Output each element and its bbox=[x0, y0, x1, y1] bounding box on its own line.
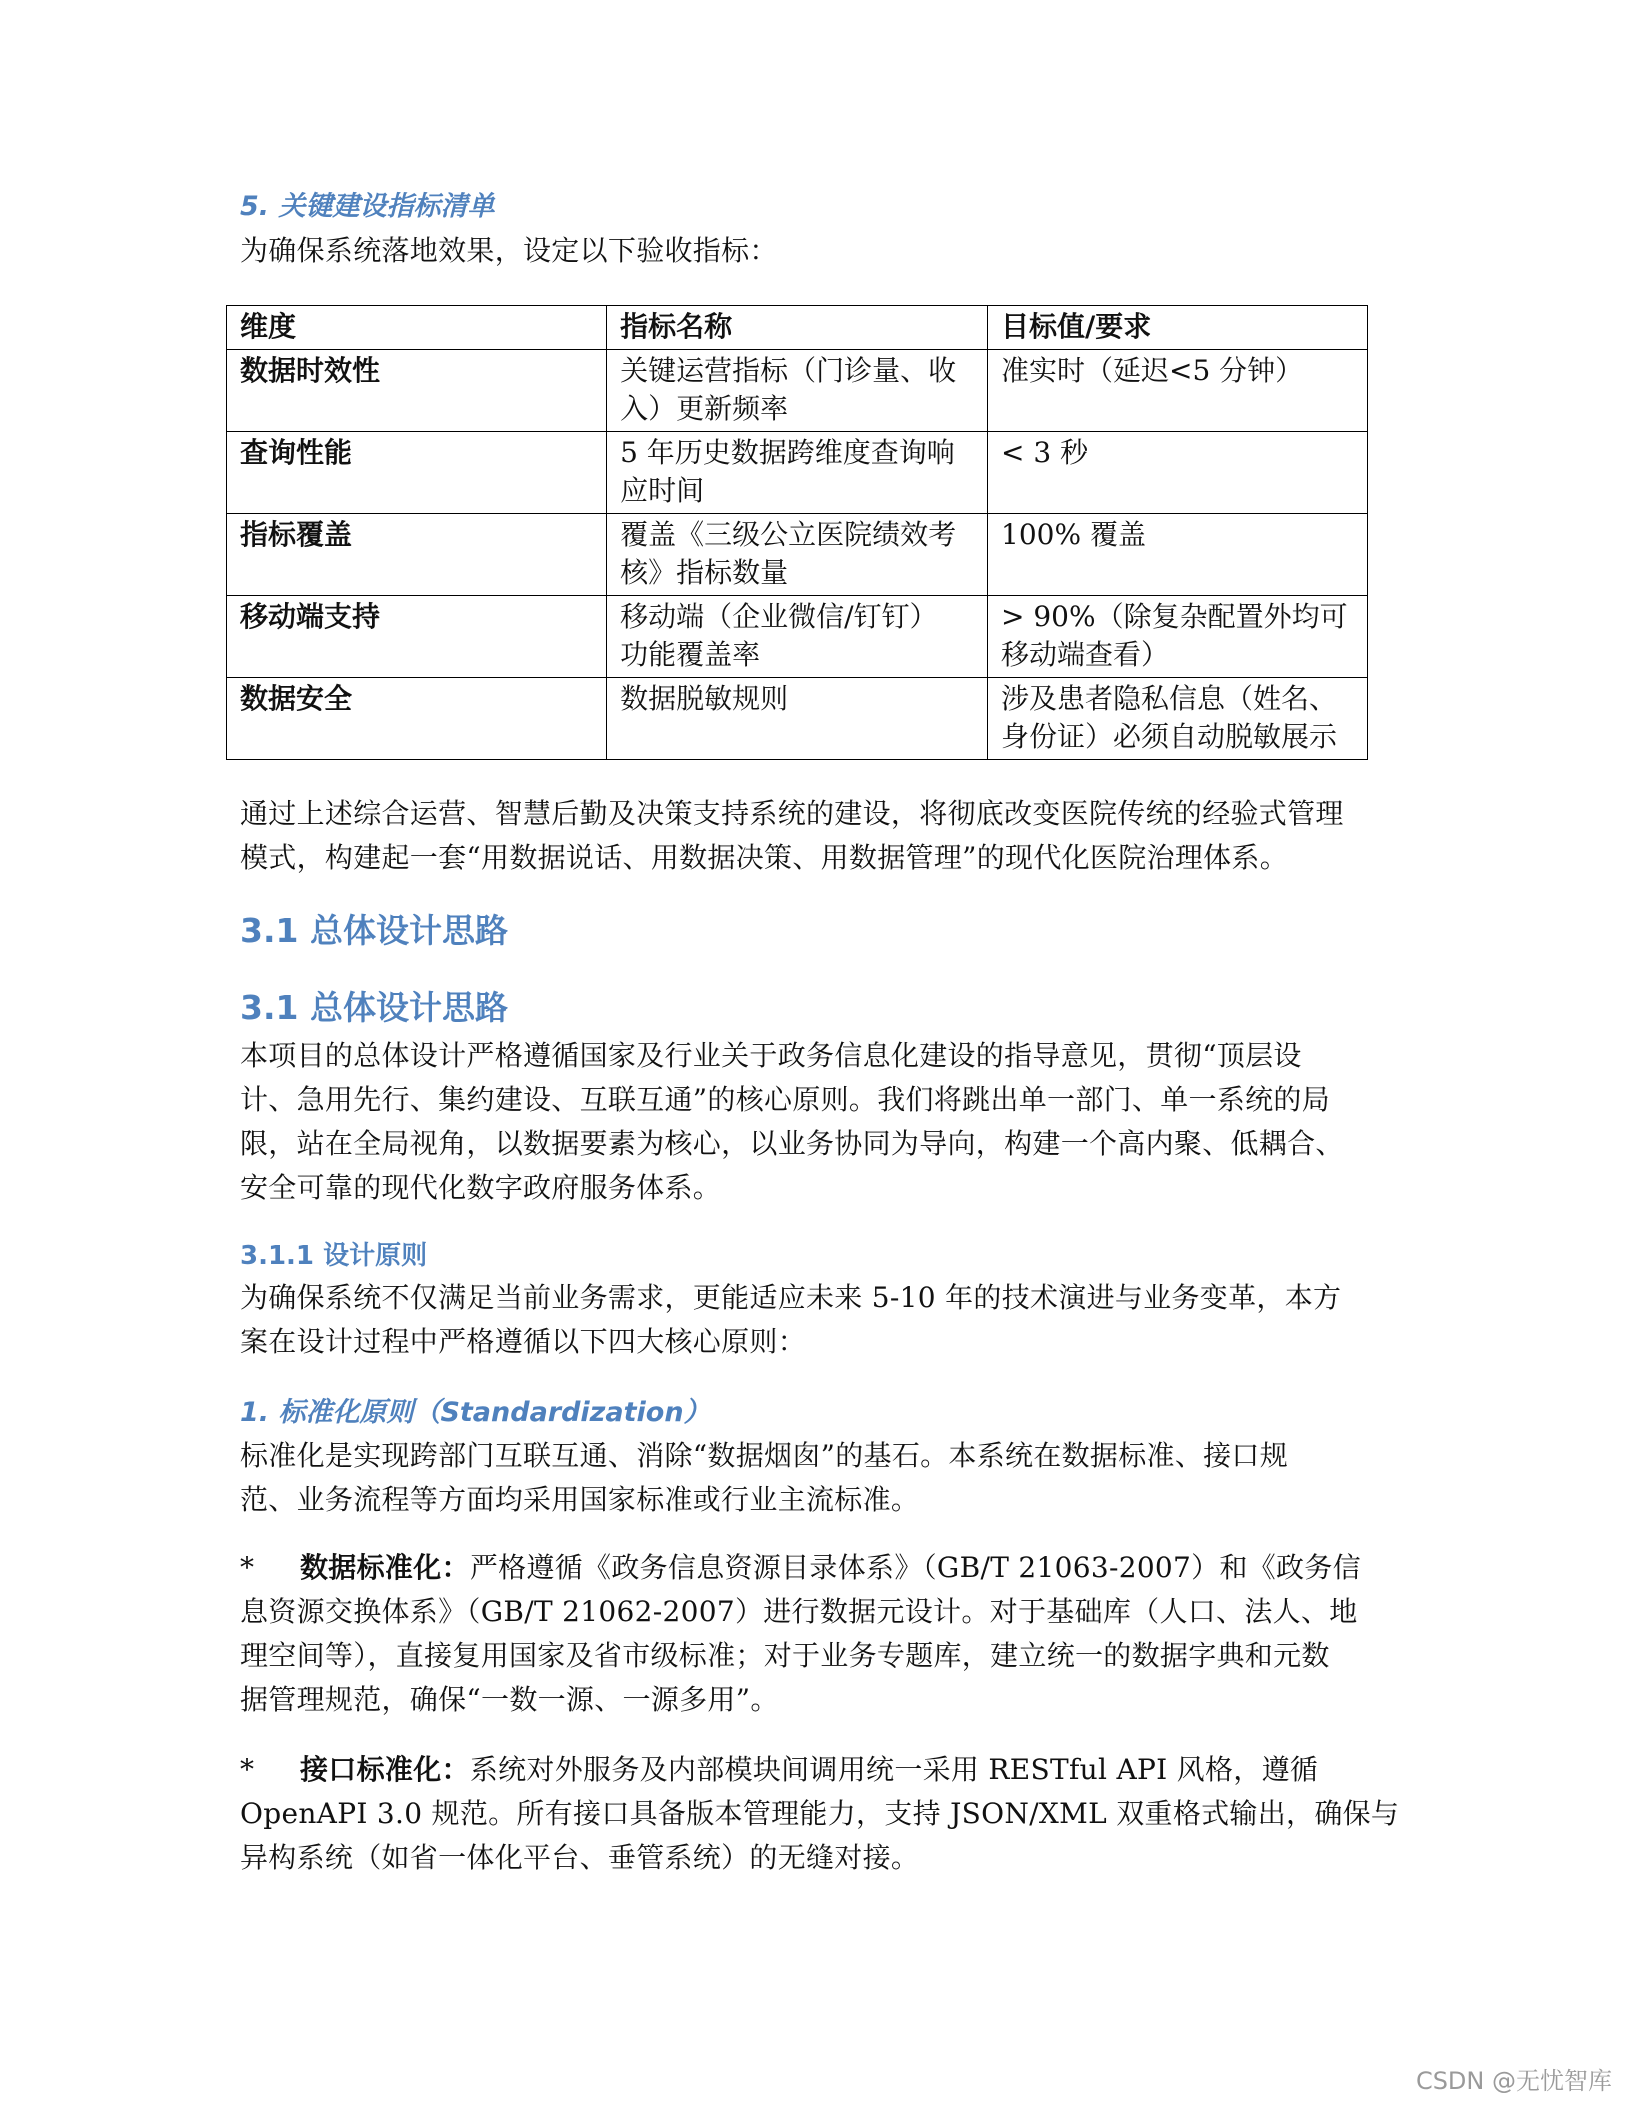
paragraph-line: 据管理规范，确保“一数一源、一源多用”。 bbox=[240, 1683, 779, 1716]
bullet-interface-standardization bbox=[240, 1748, 1400, 1880]
header-target: 目标值/要求 bbox=[988, 306, 1368, 350]
bullet-text: 系统对外服务及内部模块间调用统一采用 RESTful API 风格，遵循 bbox=[469, 1753, 1319, 1786]
cell-line: 5 年历史数据跨维度查询响 bbox=[620, 436, 955, 469]
paragraph-line: 范、业务流程等方面均采用国家标准或行业主流标准。 bbox=[240, 1483, 920, 1516]
paragraph-line: 息资源交换体系》（GB/T 21062-2007）进行数据元设计。对于基础库（人口、法人、地 bbox=[240, 1595, 1358, 1628]
cell-target bbox=[988, 350, 1368, 432]
cell-line: 身份证）必须自动脱敏展示 bbox=[1001, 720, 1338, 753]
bullet-text: 严格遵循《政务信息资源目录体系》（GB/T 21063-2007）和《政务信 bbox=[469, 1551, 1361, 1584]
cell-metric-name bbox=[607, 678, 988, 760]
paragraph-line: 为确保系统不仅满足当前业务需求，更能适应未来 5-10 年的技术演进与业务变革，本方 bbox=[240, 1281, 1342, 1314]
table-row bbox=[227, 678, 1368, 760]
cell-metric-name bbox=[607, 432, 988, 514]
section-3-1-heading-first: 3.1 总体设计思路 bbox=[240, 911, 508, 950]
cell-metric-name bbox=[607, 514, 988, 596]
section-5-intro-line: 为确保系统落地效果，设定以下验收指标： bbox=[240, 234, 778, 267]
table-row bbox=[227, 596, 1368, 678]
paragraph-line: 本项目的总体设计严格遵循国家及行业关于政务信息化建设的指导意见，贯彻“顶层设 bbox=[240, 1039, 1302, 1072]
cell-line: 关键运营指标（门诊量、收 bbox=[620, 354, 957, 387]
cell-dimension: 查询性能 bbox=[227, 432, 607, 514]
cell-line: 功能覆盖率 bbox=[620, 638, 761, 671]
cell-line: 覆盖《三级公立医院绩效考 bbox=[620, 518, 957, 551]
bullet-first-line bbox=[240, 1748, 1390, 1792]
bullet-star: * bbox=[240, 1551, 255, 1584]
cell-target bbox=[988, 432, 1368, 514]
cell-line: 100% 覆盖 bbox=[1001, 518, 1146, 551]
cell-line: 应时间 bbox=[620, 474, 705, 507]
header-dimension: 维度 bbox=[227, 306, 607, 350]
paragraph-line: 模式，构建起一套“用数据说话、用数据决策、用数据管理”的现代化医院治理体系。 bbox=[240, 841, 1289, 874]
paragraph-line: 异构系统（如省一体化平台、垂管系统）的无缝对接。 bbox=[240, 1841, 920, 1874]
bullet-star: * bbox=[240, 1753, 255, 1786]
cell-dimension: 移动端支持 bbox=[227, 596, 607, 678]
paragraph-line: 标准化是实现跨部门互联互通、消除“数据烟囱”的基石。本系统在数据标准、接口规 bbox=[240, 1439, 1289, 1472]
paragraph-line: OpenAPI 3.0 规范。所有接口具备版本管理能力，支持 JSON/XML 双重格式输出，确保与 bbox=[240, 1797, 1400, 1830]
cell-target bbox=[988, 678, 1368, 760]
paragraph-line: 限，站在全局视角，以数据要素为核心，以业务协同为导向，构建一个高内聚、低耦合、 bbox=[240, 1127, 1344, 1160]
cell-metric-name bbox=[607, 350, 988, 432]
summary-paragraph bbox=[240, 792, 1390, 880]
cell-dimension: 指标覆盖 bbox=[227, 514, 607, 596]
cell-line: 准实时（延迟<5 分钟） bbox=[1001, 354, 1304, 387]
cell-target bbox=[988, 596, 1368, 678]
cell-target bbox=[988, 514, 1368, 596]
cell-metric-name bbox=[607, 596, 988, 678]
cell-dimension: 数据时效性 bbox=[227, 350, 607, 432]
cell-line: 数据脱敏规则 bbox=[620, 682, 789, 715]
bullet-term: 数据标准化： bbox=[300, 1551, 470, 1584]
section-5-heading: 5. 关键建设指标清单 bbox=[240, 191, 495, 222]
paragraph-line: 安全可靠的现代化数字政府服务体系。 bbox=[240, 1171, 722, 1204]
section-3-1-paragraph bbox=[240, 1034, 1390, 1210]
cell-line: < 3 秒 bbox=[1001, 436, 1089, 469]
cell-dimension: 数据安全 bbox=[227, 678, 607, 760]
section-3-1-1-heading: 3.1.1 设计原则 bbox=[240, 1241, 428, 1271]
metrics-table bbox=[226, 305, 1368, 760]
table-header-row bbox=[227, 306, 1368, 350]
table-row bbox=[227, 350, 1368, 432]
cell-line: 移动端（企业微信/钉钉） bbox=[620, 600, 938, 633]
section-3-1-1-paragraph bbox=[240, 1276, 1390, 1364]
section-3-1-heading-second: 3.1 总体设计思路 bbox=[240, 988, 508, 1027]
bullet-first-line bbox=[240, 1546, 1390, 1590]
paragraph-line: 理空间等），直接复用国家及省市级标准；对于业务专题库，建立统一的数据字典和元数 bbox=[240, 1639, 1330, 1672]
cell-line: 核》指标数量 bbox=[620, 556, 789, 589]
header-metric-name: 指标名称 bbox=[607, 306, 988, 350]
paragraph-line: 通过上述综合运营、智慧后勤及决策支持系统的建设，将彻底改变医院传统的经验式管理 bbox=[240, 797, 1344, 830]
paragraph-line: 案在设计过程中严格遵循以下四大核心原则： bbox=[240, 1325, 807, 1358]
principle-1-heading: 1. 标准化原则（Standardization） bbox=[240, 1397, 711, 1428]
table-row bbox=[227, 432, 1368, 514]
paragraph-line: 计、急用先行、集约建设、互联互通”的核心原则。我们将跳出单一部门、单一系统的局 bbox=[240, 1083, 1331, 1116]
section-5-intro bbox=[240, 229, 1390, 273]
cell-line: > 90%（除复杂配置外均可 bbox=[1001, 600, 1348, 633]
bullet-data-standardization bbox=[240, 1546, 1390, 1722]
table-row bbox=[227, 514, 1368, 596]
csdn-watermark: CSDN @无忧智库 bbox=[1415, 2067, 1612, 2095]
cell-line: 入）更新频率 bbox=[620, 392, 789, 425]
bullet-term: 接口标准化： bbox=[300, 1753, 470, 1786]
cell-line: 涉及患者隐私信息（姓名、 bbox=[1001, 682, 1338, 715]
cell-line: 移动端查看） bbox=[1001, 638, 1170, 671]
principle-1-paragraph bbox=[240, 1434, 1390, 1522]
